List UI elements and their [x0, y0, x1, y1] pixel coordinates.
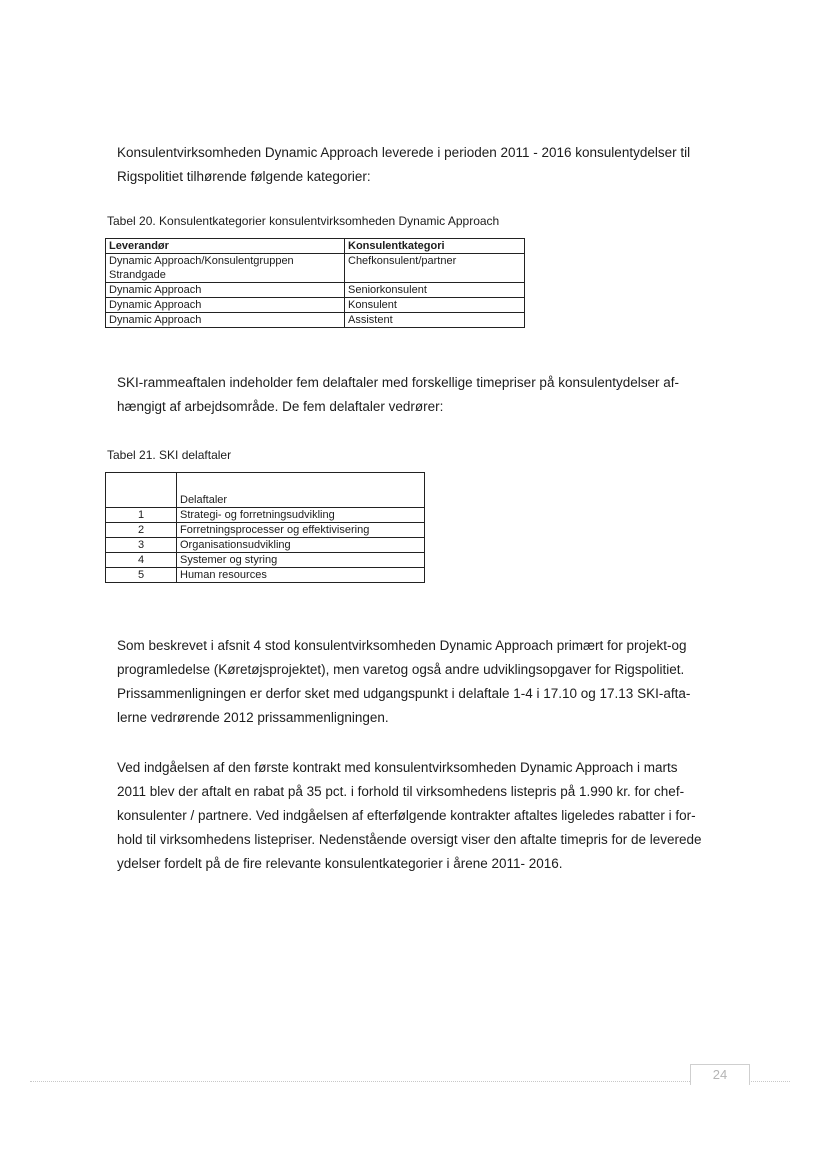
- table-cell: Dynamic Approach: [106, 298, 345, 313]
- table-cell: Systemer og styring: [177, 553, 425, 568]
- text-line: Konsulentvirksomheden Dynamic Approach leverede i perioden 2011 - 2016 konsulentydelser til: [117, 145, 691, 160]
- table-cell: Assistent: [345, 313, 525, 328]
- consultant-category-table: [105, 238, 525, 328]
- text-line: Rigspolitiet tilhørende følgende kategorier:: [117, 169, 371, 184]
- paragraph-intro: [117, 141, 712, 189]
- table-row: [106, 523, 425, 538]
- table-row: [106, 313, 525, 328]
- table-cell: 2: [106, 523, 177, 538]
- table-cell: Dynamic Approach: [106, 313, 345, 328]
- text-line: programledelse (Køretøjsprojektet), men varetog også andre udviklingsopgaver for Rigspolitiet.: [117, 662, 685, 677]
- paragraph-contract-discount: [117, 756, 712, 876]
- table-cell: Dynamic Approach/Konsulentgruppen Strandgade: [106, 254, 345, 283]
- text-line: hold til virksomhedens listepriser. Nedenstående oversigt viser den aftalte timepris for de leverede: [117, 832, 702, 847]
- text-line: 2011 blev der aftalt en rabat på 35 pct. i forhold til virksomhedens listepris på 1.990 kr. for chef-: [117, 784, 685, 799]
- text-line: SKI-rammeaftalen indeholder fem delaftaler med forskellige timepriser på konsulentydelser af-: [117, 375, 680, 390]
- text-line: hængigt af arbejdsområde. De fem delaftaler vedrører:: [117, 399, 444, 414]
- table-cell: 4: [106, 553, 177, 568]
- table-cell: Strategi- og forretningsudvikling: [177, 508, 425, 523]
- table-cell: Organisationsudvikling: [177, 538, 425, 553]
- table-header-row: [106, 473, 425, 508]
- table-row: [106, 283, 525, 298]
- header-cell: Delaftaler: [177, 473, 425, 508]
- table-header-row: [106, 239, 525, 254]
- table-cell: Human resources: [177, 568, 425, 583]
- table-row: [106, 538, 425, 553]
- text-line: Som beskrevet i afsnit 4 stod konsulentvirksomheden Dynamic Approach primært for projekt-og: [117, 638, 687, 653]
- table-row: [106, 254, 525, 283]
- table-cell: Konsulent: [345, 298, 525, 313]
- text-line: konsulenter / partnere. Ved indgåelsen af efterfølgende kontrakter aftaltes ligeledes rabatter i for-: [117, 808, 696, 823]
- table-cell: 1: [106, 508, 177, 523]
- table-row: [106, 508, 425, 523]
- text-line: Ved indgåelsen af den første kontrakt med konsulentvirksomheden Dynamic Approach i marts: [117, 760, 678, 775]
- paragraph-ski-framework: [117, 371, 712, 419]
- header-cell: Konsulentkategori: [345, 239, 525, 254]
- header-cell: [106, 473, 177, 508]
- table-row: [106, 298, 525, 313]
- table-row: [106, 568, 425, 583]
- text-line: Prissammenligningen er derfor sket med udgangspunkt i delaftale 1-4 i 17.10 og 17.13 SKI-afta-: [117, 686, 691, 701]
- table-row: [106, 553, 425, 568]
- table-cell: Dynamic Approach: [106, 283, 345, 298]
- table-caption: Tabel 20. Konsulentkategorier konsulentvirksomheden Dynamic Approach: [107, 214, 500, 228]
- table-cell: Chefkonsulent/partner: [345, 254, 525, 283]
- paragraph-price-comparison: [117, 634, 712, 730]
- table-cell: 3: [106, 538, 177, 553]
- text-line: lerne vedrørende 2012 prissammenligningen.: [117, 710, 389, 725]
- footer-divider: [30, 1081, 790, 1082]
- table-cell: Forretningsprocesser og effektivisering: [177, 523, 425, 538]
- table-cell: Seniorkonsulent: [345, 283, 525, 298]
- table-caption: Tabel 21. SKI delaftaler: [107, 448, 232, 462]
- page-number: 24: [690, 1064, 750, 1085]
- ski-subagreements-table: [105, 472, 425, 583]
- text-line: ydelser fordelt på de fire relevante konsulentkategorier i årene 2011- 2016.: [117, 856, 563, 871]
- table-cell: 5: [106, 568, 177, 583]
- header-cell: Leverandør: [106, 239, 345, 254]
